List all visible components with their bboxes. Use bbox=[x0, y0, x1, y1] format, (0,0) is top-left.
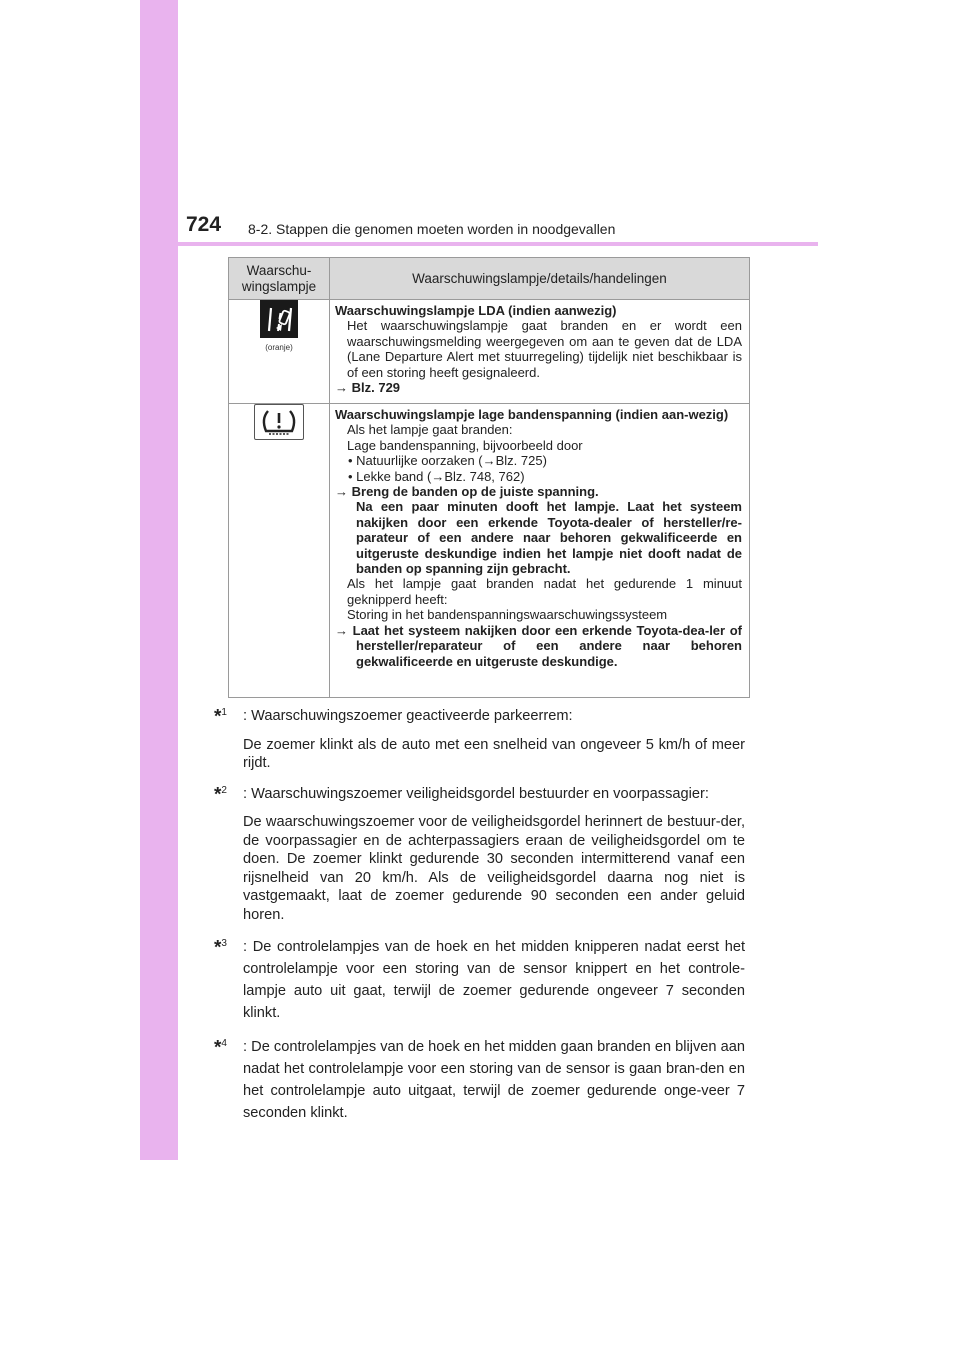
details-cell bbox=[330, 404, 750, 698]
arrow-icon: → bbox=[335, 622, 348, 638]
footnote-body: De waarschuwingszoemer voor de veiligheidsgordel herinnert de bestuur-der, de voorpassagier en de achterpassagiers eraan de veiligheidsgordel om te doen. De zoemer klinkt gedurende 30 seconden intermitterend vanaf een rijsnelheid van 20 km/h. Als de veiligheidsgordel daarna nog niet is vastgemaakt, laat de zoemer gedurende 90 seconden een ander geluid horen. bbox=[243, 814, 745, 923]
lda-warning-icon-graphic bbox=[260, 300, 298, 338]
footnote bbox=[214, 936, 745, 1024]
list-item bbox=[335, 453, 742, 468]
footnotes bbox=[214, 707, 745, 1124]
action-text: Na een paar minuten dooft het lampje. Laat het systeem nakijken door een erkende Toyota-dealer of hersteller/re-parateur of een andere naar behoren gekwalificeerde en uitgeruste deskundige indien het lampje niet dooft nadat de banden op spanning zijn gebracht. bbox=[356, 499, 742, 577]
action-item bbox=[335, 623, 742, 669]
row-description: Het waarschuwingslampje gaat branden en er wordt een waarschuwingsmelding weergegeven om aan te geven dat de LDA (Lane Departure Alert met stuurregeling) tijdelijk niet beschikbaar is of een storing heeft gesignaleerd. bbox=[347, 318, 742, 380]
list-item-label: • Lekke band ( bbox=[348, 468, 432, 484]
footnote-marker bbox=[214, 704, 227, 727]
details-cell bbox=[330, 300, 750, 404]
action-title: Breng de banden op de juiste spanning. bbox=[351, 484, 599, 500]
asterisk: * bbox=[214, 706, 222, 728]
footnote-marker bbox=[214, 1033, 227, 1059]
asterisk: * bbox=[214, 783, 222, 805]
chapter-sidebar-tab bbox=[140, 0, 178, 1160]
footnote-title: : Waarschuwingszoemer veiligheidsgordel bestuurder en voorpassagier: bbox=[243, 785, 709, 802]
tire-pressure-warning-icon-graphic bbox=[255, 405, 303, 439]
asterisk: * bbox=[214, 1037, 222, 1059]
arrow-icon: → bbox=[335, 484, 348, 500]
header-divider bbox=[140, 242, 818, 246]
condition-text: Als het lampje gaat branden: bbox=[347, 422, 513, 438]
footnote-marker bbox=[214, 782, 227, 805]
footnote bbox=[214, 785, 745, 925]
footnote-title: : De controlelampjes van de hoek en het midden gaan branden en blijven aan nadat het controlelampje voor een storing van de sensor is gaan bran-den en het controlelampje auto uitgaat, terwijl de zoemer gedurende onge-veer 7 seconden klinkt. bbox=[243, 1039, 745, 1121]
section-title: 8-2. Stappen die genomen moeten worden in noodgevallen bbox=[248, 221, 616, 237]
table-row bbox=[229, 404, 750, 698]
footnote-number: 4 bbox=[221, 1038, 227, 1049]
footnote-body: De zoemer klinkt als de auto met een snelheid van ongeveer 5 km/h of meer rijdt. bbox=[243, 736, 745, 771]
lamp-cell bbox=[229, 404, 330, 698]
page-reference-text: Blz. 729 bbox=[351, 380, 401, 396]
page-reference bbox=[335, 380, 742, 395]
condition-detail: Lage bandenspanning, bijvoorbeeld door bbox=[347, 437, 583, 453]
footnote-number: 3 bbox=[221, 938, 227, 949]
lamp-cell bbox=[229, 300, 330, 404]
condition-text: Als het lampje gaat branden nadat het gedurende 1 minuut geknipperd heeft: bbox=[347, 576, 742, 607]
row-title: Waarschuwingslampje LDA (indien aanwezig) bbox=[335, 303, 617, 318]
footnote-marker bbox=[214, 933, 227, 959]
page-number: 724 bbox=[186, 213, 222, 236]
footnote-number: 2 bbox=[221, 784, 227, 796]
row-title: Waarschuwingslampje lage bandenspanning (indien aan-wezig) bbox=[335, 407, 729, 422]
footnote-number: 1 bbox=[221, 707, 227, 718]
lamp-color-caption: (oranje) bbox=[265, 343, 293, 352]
list-item-label: • Natuurlijke oorzaken ( bbox=[348, 453, 483, 469]
footnote-title: : Waarschuwingszoemer geactiveerde parkeerrem: bbox=[243, 708, 573, 724]
list-item-ref: Blz. 725) bbox=[495, 453, 547, 469]
column-header-details: Waarschuwingslampje/details/handelingen bbox=[330, 258, 750, 300]
arrow-icon: → bbox=[335, 380, 348, 396]
arrow-icon: → bbox=[482, 453, 496, 469]
warning-lamp-table bbox=[228, 257, 750, 698]
action-item bbox=[335, 484, 742, 499]
column-header-lamp bbox=[229, 258, 330, 300]
list-item-ref: Blz. 748, 762) bbox=[444, 468, 525, 484]
table-row bbox=[229, 300, 750, 404]
list-item bbox=[335, 469, 742, 484]
footnote bbox=[214, 707, 745, 773]
action-text: Laat het systeem nakijken door een erkende Toyota-dea-ler of hersteller/reparateur of een andere naar behoren gekwalificeerde en uitgeruste deskundige. bbox=[352, 622, 742, 669]
condition-detail: Storing in het bandenspanningswaarschuwingssysteem bbox=[347, 607, 668, 623]
table-header-row bbox=[229, 258, 750, 300]
column-header-lamp-label: Waarschu- wingslampje bbox=[241, 262, 317, 294]
footnote bbox=[214, 1036, 745, 1124]
footnote-title: : De controlelampjes van de hoek en het midden knipperen nadat eerst het controlelampje voor een storing van de sensor knippert en het controle-lampje auto uit gaat, terwijl de zoemer gedurende ongeveer 7 seconden klinkt. bbox=[243, 939, 745, 1021]
tire-pressure-warning-icon bbox=[254, 404, 304, 440]
asterisk: * bbox=[214, 937, 222, 959]
arrow-icon: → bbox=[431, 468, 445, 484]
lda-warning-icon bbox=[260, 300, 298, 338]
